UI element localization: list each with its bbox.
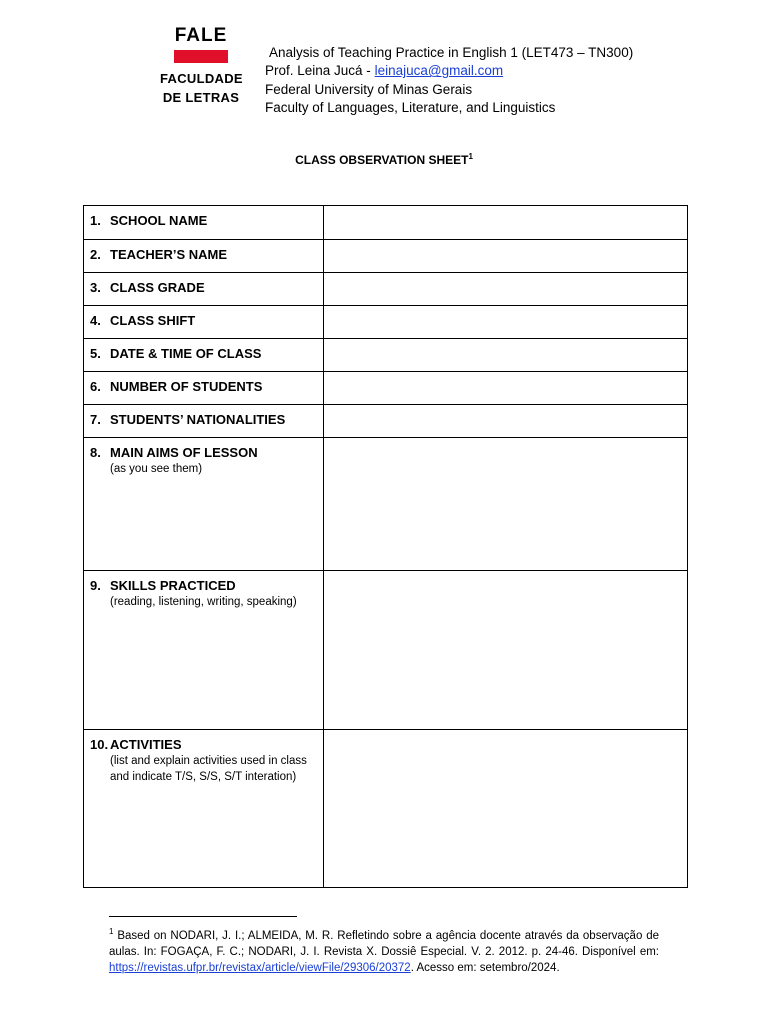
class-grade-field[interactable]: [324, 273, 688, 306]
footnote-source-link[interactable]: https://revistas.ufpr.br/revistax/article/viewFile/29306/20372: [109, 962, 411, 975]
title-footnote-mark: 1: [468, 152, 473, 161]
page-title: [0, 152, 768, 167]
logo-subtitle-line2: DE LETRAS: [162, 90, 240, 105]
footnote-mark: 1: [109, 927, 114, 936]
row-number: 5.: [90, 346, 101, 361]
table-row: [84, 405, 688, 438]
row-number: 1.: [90, 213, 101, 228]
table-row: [84, 273, 688, 306]
table-row: [84, 339, 688, 372]
row-label-teacher-name: [84, 240, 324, 273]
row-label-nationalities: [84, 405, 324, 438]
faculty-name: Faculty of Languages, Literature, and Linguistics: [265, 99, 556, 115]
row-note: (as you see them): [110, 463, 203, 475]
date-time-field[interactable]: [324, 339, 688, 372]
row-label-date-time: [84, 339, 324, 372]
row-label: CLASS GRADE: [110, 280, 205, 295]
row-number: 2.: [90, 247, 101, 262]
row-number: 6.: [90, 379, 101, 394]
row-note: (list and explain activities used in class and indicate T/S, S/S, S/T interation): [110, 755, 307, 783]
main-aims-field[interactable]: [324, 438, 688, 571]
skills-practiced-field[interactable]: [324, 571, 688, 730]
row-label-main-aims: [84, 438, 324, 571]
table-row: [84, 438, 688, 571]
row-number: 8.: [90, 445, 101, 460]
row-label: CLASS SHIFT: [110, 313, 196, 328]
row-label-activities: [84, 730, 324, 888]
class-shift-field[interactable]: [324, 306, 688, 339]
table-row: [84, 240, 688, 273]
row-label-school-name: [84, 206, 324, 240]
observation-table: [83, 205, 688, 888]
professor-email-link[interactable]: leinajuca@gmail.com: [374, 63, 504, 79]
table-row: [84, 372, 688, 405]
course-header: [265, 44, 633, 117]
nationalities-field[interactable]: [324, 405, 688, 438]
row-label: SKILLS PRACTICED: [110, 578, 236, 593]
row-label-class-grade: [84, 273, 324, 306]
row-label: NUMBER OF STUDENTS: [110, 379, 263, 394]
professor-name: Prof. Leina Jucá -: [265, 63, 371, 79]
university-name: Federal University of Minas Gerais: [265, 81, 473, 97]
row-label-class-shift: [84, 306, 324, 339]
school-name-field[interactable]: [324, 206, 688, 240]
footnote-text: Based on NODARI, J. I.; ALMEIDA, M. R. Refletindo sobre a agência docente através da observação de aulas. In: FOGAÇA, F. C.; NODARI, J. I. Revista X. Dossiê Especial. V. 2. 2012. p. 24-46. Disponível em:: [109, 929, 659, 959]
table-row: [84, 730, 688, 888]
row-number: 10.: [90, 737, 109, 752]
course-name: Analysis of Teaching Practice in English 1 (LET473 – TN300): [269, 45, 634, 60]
logo-subtitle-line1: FACULDADE: [160, 71, 243, 86]
teacher-name-field[interactable]: [324, 240, 688, 273]
table-row: [84, 306, 688, 339]
row-label: ACTIVITIES: [110, 737, 182, 752]
row-number: 7.: [90, 412, 101, 427]
row-label: STUDENTS’ NATIONALITIES: [110, 412, 286, 427]
row-number: 4.: [90, 313, 101, 328]
row-label: DATE & TIME OF CLASS: [110, 346, 262, 361]
footnote-divider: [109, 916, 297, 917]
number-of-students-field[interactable]: [324, 372, 688, 405]
footnote-suffix: . Acesso em: setembro/2024.: [410, 962, 560, 975]
row-number: 3.: [90, 280, 101, 295]
row-label: SCHOOL NAME: [110, 213, 208, 228]
logo-word: FALE: [174, 25, 228, 46]
row-label: TEACHER’S NAME: [110, 247, 228, 262]
row-note: (reading, listening, writing, speaking): [110, 596, 297, 608]
table-row: [84, 206, 688, 240]
row-label: MAIN AIMS OF LESSON: [110, 445, 258, 460]
row-label-number-of-students: [84, 372, 324, 405]
row-label-skills-practiced: [84, 571, 324, 730]
activities-field[interactable]: [324, 730, 688, 888]
logo-red-bar: [174, 50, 228, 63]
fale-logo: [160, 26, 242, 107]
table-row: [84, 571, 688, 730]
professor-line: [265, 62, 633, 80]
title-text: CLASS OBSERVATION SHEET: [295, 153, 469, 167]
footnote: [109, 924, 659, 977]
row-number: 9.: [90, 578, 101, 593]
